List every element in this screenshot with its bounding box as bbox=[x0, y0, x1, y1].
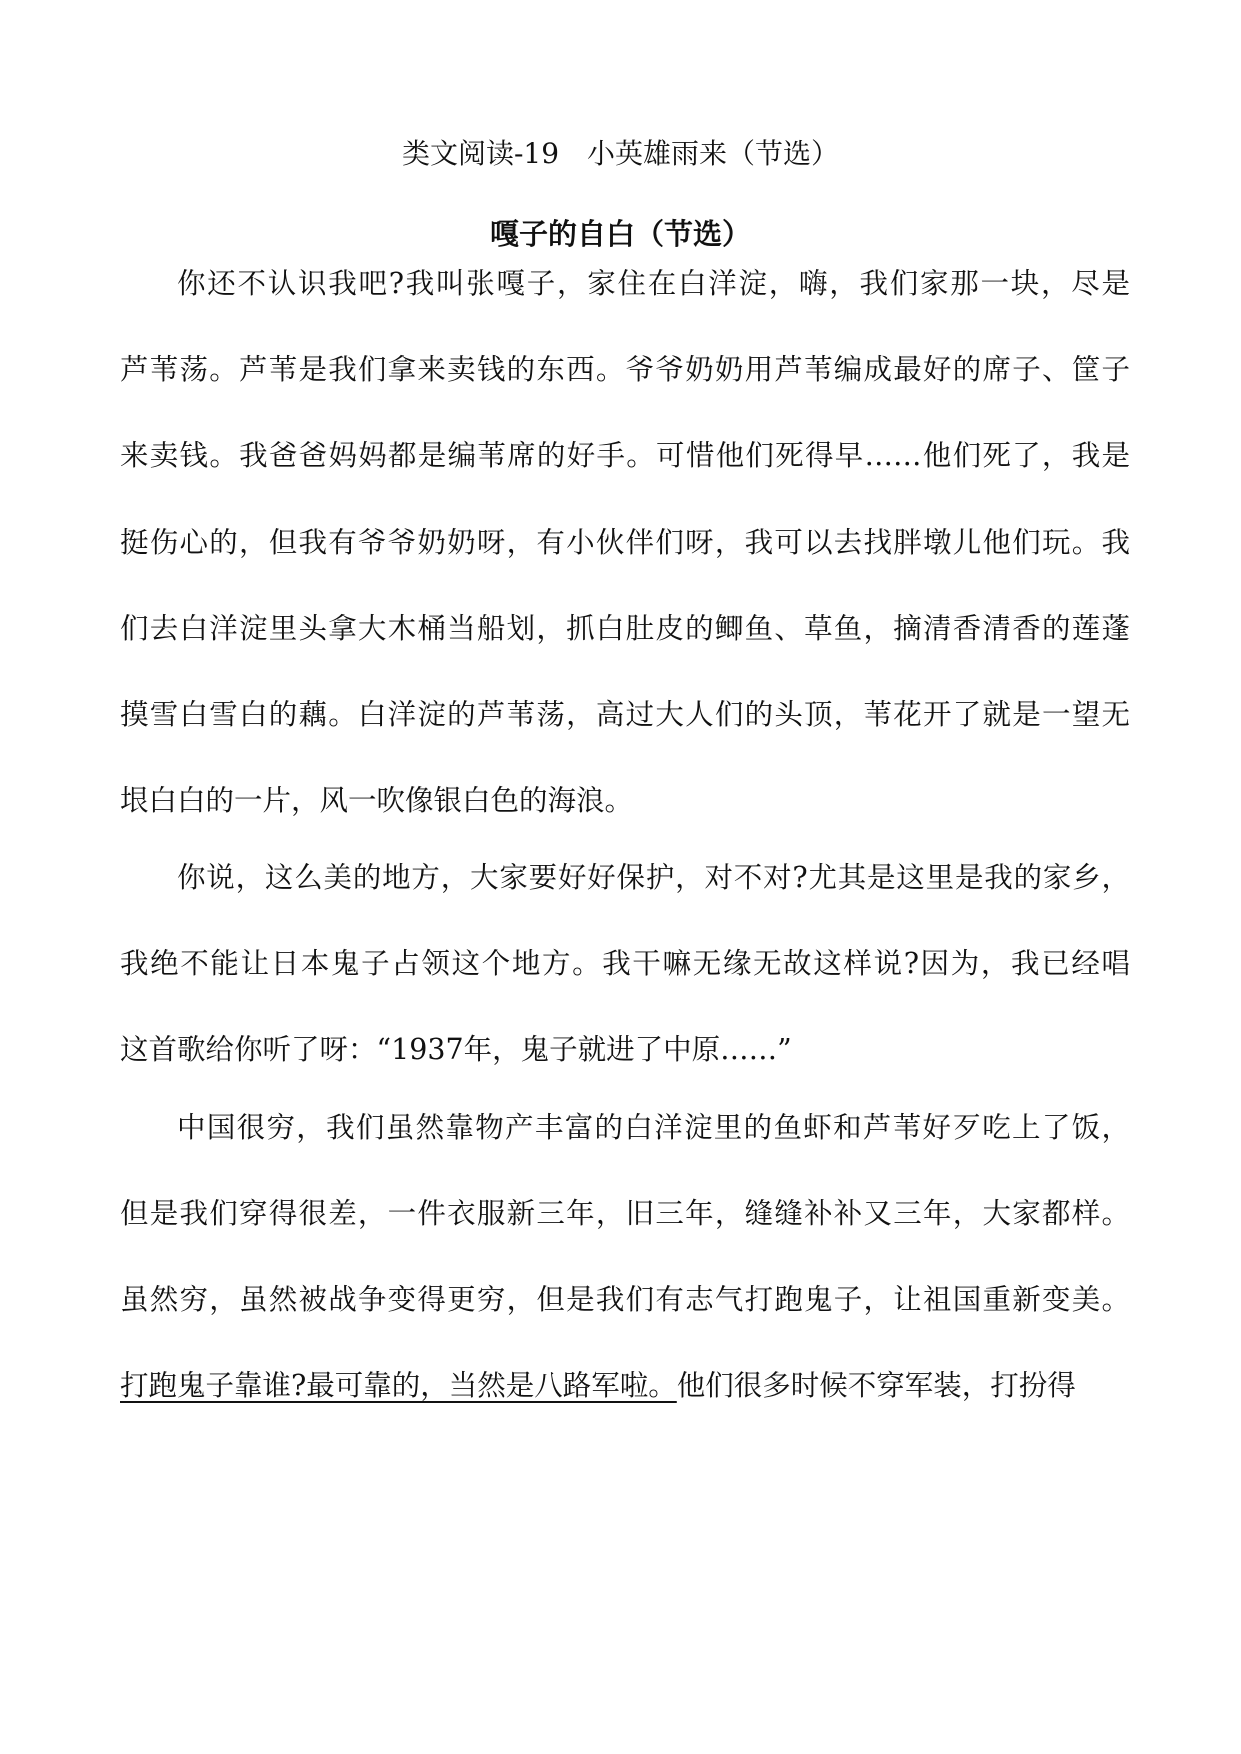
paragraph-1-line-2: 芦苇荡。芦苇是我们拿来卖钱的东西。爷爷奶奶用芦苇编成最好的席子、筐子 bbox=[120, 353, 1130, 386]
paragraph-2-line-2: 我绝不能让日本鬼子占领这个地方。我干嘛无缘无故这样说?因为，我已经唱 bbox=[120, 947, 1130, 980]
line-continuation: 他们很多时候不穿军装，打扮得 bbox=[676, 1369, 1076, 1402]
paragraph-3-line-1: 中国很穷，我们虽然靠物产丰富的白洋淀里的鱼虾和芦苇好歹吃上了饭， bbox=[177, 1111, 1130, 1144]
paragraph-3-line-3: 虽然穷，虽然被战争变得更穷，但是我们有志气打跑鬼子，让祖国重新变美。 bbox=[120, 1283, 1130, 1316]
lesson-header-title: 类文阅读-19 小英雄雨来（节选） bbox=[401, 137, 840, 170]
paragraph-3-line-4 bbox=[120, 1366, 1130, 1406]
paragraph-2-line-1: 你说，这么美的地方，大家要好好保护，对不对?尤其是这里是我的家乡， bbox=[177, 861, 1130, 894]
underlined-sentence: 打跑鬼子靠谁?最可靠的，当然是八路军啦。 bbox=[120, 1369, 677, 1402]
paragraph-1-line-5: 们去白洋淀里头拿大木桶当船划，抓白肚皮的鲫鱼、草鱼，摘清香清香的莲蓬 bbox=[120, 612, 1130, 645]
paragraph-3-line-2: 但是我们穿得很差，一件衣服新三年，旧三年，缝缝补补又三年，大家都样。 bbox=[120, 1197, 1130, 1230]
paragraph-2-line-3: 这首歌给你听了呀：“1937年，鬼子就进了中原……” bbox=[120, 1033, 792, 1066]
paragraph-1-line-7: 垠白白的一片，风一吹像银白色的海浪。 bbox=[120, 784, 634, 817]
paragraph-1-line-3: 来卖钱。我爸爸妈妈都是编苇席的好手。可惜他们死得早……他们死了，我是 bbox=[120, 439, 1130, 472]
paragraph-1-line-6: 摸雪白雪白的藕。白洋淀的芦苇荡，高过大人们的头顶，苇花开了就是一望无 bbox=[120, 698, 1130, 731]
paragraph-1-line-4: 挺伤心的，但我有爷爷奶奶呀，有小伙伴们呀，我可以去找胖墩儿他们玩。我 bbox=[120, 526, 1130, 559]
paragraph-1-line-1: 你还不认识我吧?我叫张嘎子，家住在白洋淀，嗨，我们家那一块，尽是 bbox=[177, 267, 1130, 300]
article-title: 嘎子的自白（节选） bbox=[489, 217, 751, 251]
